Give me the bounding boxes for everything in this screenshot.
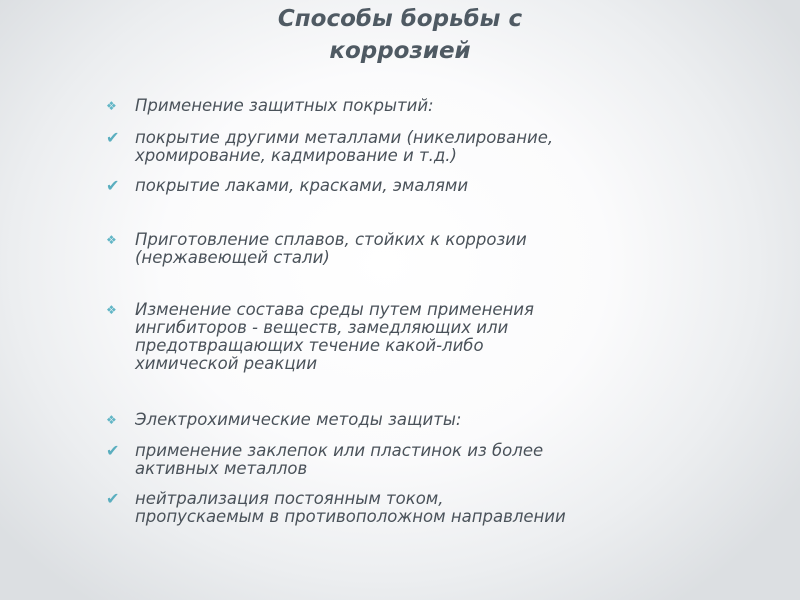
bullet-text: Приготовление сплавов, стойких к коррозии (нержавеющей стали) xyxy=(135,230,527,267)
diamond-bullet-icon: ❖ xyxy=(106,413,117,427)
bullet-item-electrochemical xyxy=(106,411,626,429)
diamond-bullet-icon: ❖ xyxy=(106,99,117,113)
bullet-item-rivets xyxy=(106,442,626,478)
bullet-item-protective-coatings xyxy=(106,97,626,115)
bullet-text: нейтрализация постоянным током, пропускаемым в противоположном направлении xyxy=(135,489,566,526)
bullet-text: Применение защитных покрытий: xyxy=(135,96,434,115)
bullet-item-paint-coating xyxy=(106,177,626,195)
bullet-item-environment xyxy=(106,301,626,373)
bullet-text: Изменение состава среды путем применения ингибиторов - веществ, замедляющих или предотвращающих течение какой-либо химической реакции xyxy=(135,300,534,373)
slide-title-line-1: Способы борьбы с xyxy=(277,6,523,32)
check-bullet-icon: ✔ xyxy=(106,176,120,195)
bullet-text: покрытие другими металлами (никелирование, хромирование, кадмирование и т.д.) xyxy=(135,128,554,165)
bullet-item-neutralization xyxy=(106,490,626,526)
bullet-text: покрытие лаками, красками, эмалями xyxy=(135,176,469,195)
check-bullet-icon: ✔ xyxy=(106,128,120,147)
diamond-bullet-icon: ❖ xyxy=(106,303,117,317)
check-bullet-icon: ✔ xyxy=(106,441,120,460)
slide-title-line-2: коррозией xyxy=(329,38,471,64)
bullet-text: применение заклепок или пластинок из более активных металлов xyxy=(135,441,544,478)
diamond-bullet-icon: ❖ xyxy=(106,233,117,247)
bullet-text: Электрохимические методы защиты: xyxy=(135,410,462,429)
check-bullet-icon: ✔ xyxy=(106,489,120,508)
bullet-item-alloys xyxy=(106,231,626,267)
bullet-item-metal-coating xyxy=(106,129,626,165)
